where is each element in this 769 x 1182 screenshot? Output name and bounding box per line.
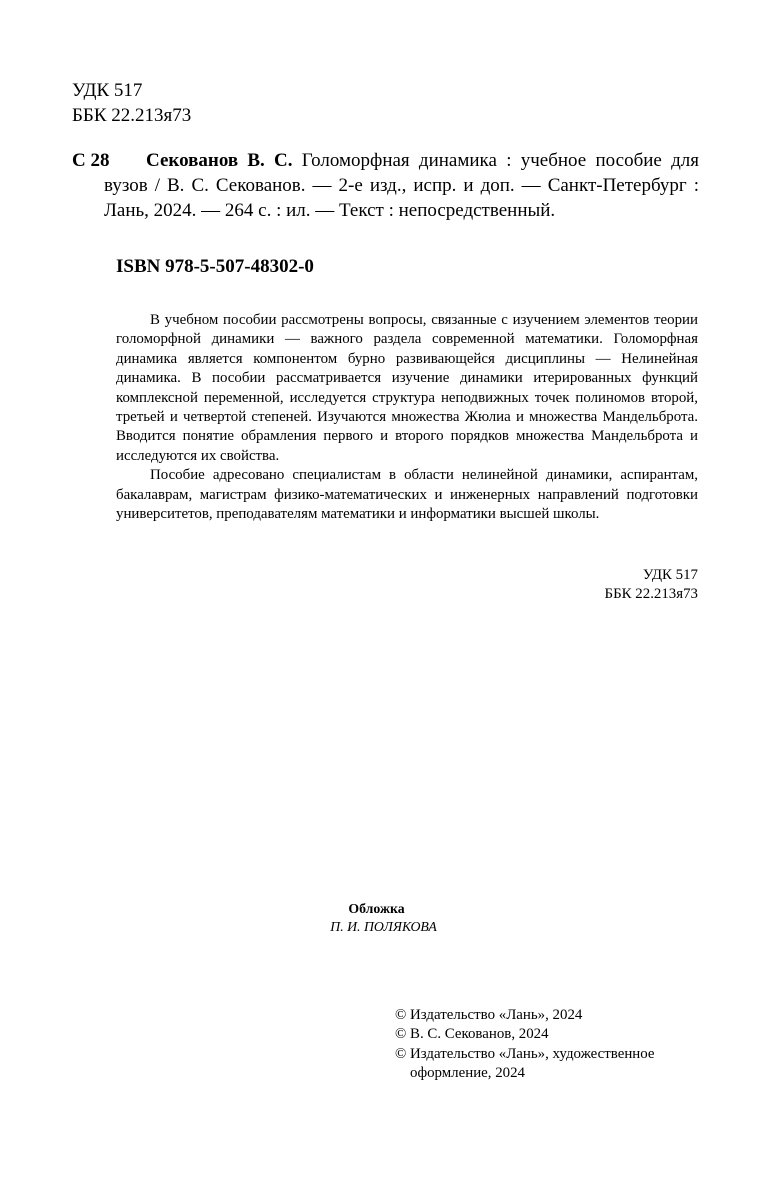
udk-code: УДК 517 [72, 80, 143, 101]
udk-code-bottom: УДК 517 [642, 567, 698, 583]
copyright-line: © В. С. Секованов, 2024 [395, 1026, 549, 1043]
cover-credit [0, 900, 769, 936]
annotation [116, 311, 698, 524]
bbk-code: ББК 22.213я73 [72, 105, 192, 126]
cover-label: Обложка [348, 901, 405, 916]
cover-designer: П. И. ПОЛЯКОВА [330, 919, 437, 934]
bbk-code-bottom: ББК 22.213я73 [604, 586, 698, 603]
author-mark: С 28 [72, 150, 110, 171]
annotation-paragraph-2: Пособие адресовано специалистам в области нелинейной динамики, аспирантам, бакалаврам, магистрам физико-математических и инженерных направлений подготовки университетов, преподавателям математики и информатики высшей школы. [116, 467, 698, 523]
book-description: Голоморфная динамика : учебное пособие для вузов / В. С. Секованов. — 2-е изд., испр. и доп. — Санкт-Петербург : Лань, 2024. — 264 с. : ил. — Текст : непосредственный. [104, 150, 699, 221]
bibliographic-description [104, 148, 699, 223]
author-name: Секованов В. С. [146, 150, 293, 171]
copyright-line: © Издательство «Лань», 2024 [395, 1007, 583, 1023]
classification-header [72, 78, 191, 128]
classification-footer [605, 566, 698, 605]
copyright-block [395, 1006, 705, 1084]
annotation-paragraph-1: В учебном пособии рассмотрены вопросы, связанные с изучением элементов теории голоморфной динамики — важного раздела современной математики. Голоморфная динамика является компонентом бурно развивающейся дисциплины — Нелинейная динамика. В пособии рассматривается изучение динамики итерированных функций комплексной переменной, исследуется структура неподвижных точек полиномов второй, третьей и четвертой степеней. Изучаются множества Жюлиа и множества Мандельброта. Вводится понятие обрамления первого и второго порядков множества Мандельброта и исследуются их свойства. [116, 312, 698, 464]
bibliographic-record [72, 148, 699, 223]
copyright-line: © Издательство «Лань», художественное оформление, 2024 [395, 1045, 655, 1082]
isbn: ISBN 978-5-507-48302-0 [116, 256, 314, 277]
